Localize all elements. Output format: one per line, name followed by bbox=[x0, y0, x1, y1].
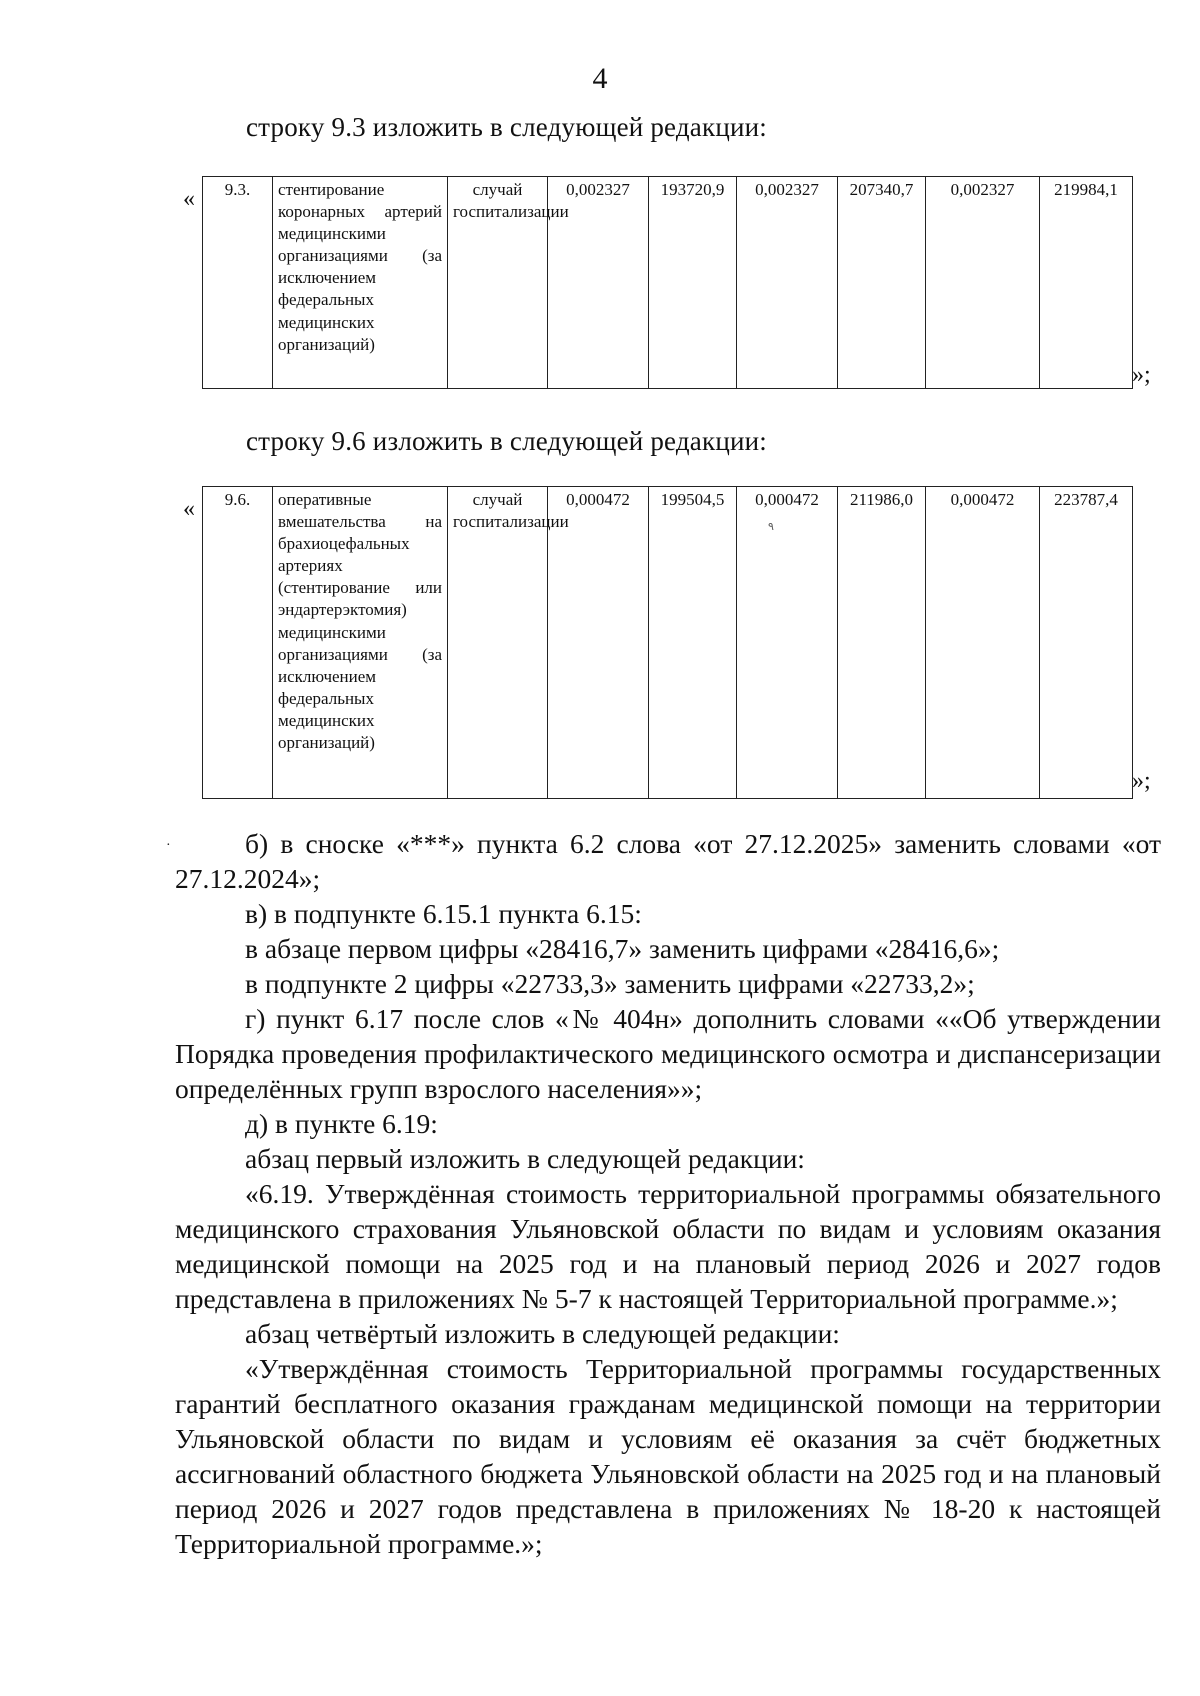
paragraph: «Утверждённая стоимость Территориальной программы государственных гарантий бесплатного оказания гражданам медицинской помощи на территории Ульяновской области по видам и условиям её оказания за счёт бюджетных ассигнований областного бюджета Ульяновской области на 2025 год и на плановый период 2026 и 2027 годов представлена в приложениях № 18-20 к настоящей Территориальной программе.»; bbox=[175, 1353, 1161, 1559]
quote-close-9-6: »; bbox=[1132, 768, 1151, 794]
value-cell: 0,000472 bbox=[737, 487, 838, 799]
intro-row-9-6: строку 9.6 изложить в следующей редакции: bbox=[246, 426, 767, 456]
row-unit: случай госпитализации bbox=[448, 487, 548, 799]
value-cell: 199504,5 bbox=[649, 487, 737, 799]
paragraph: в подпункте 2 цифры «22733,3» заменить цифрами «22733,2»; bbox=[245, 968, 975, 999]
quote-close-9-3: »; bbox=[1132, 362, 1151, 388]
paragraph: в) в подпункте 6.15.1 пункта 6.15: bbox=[245, 898, 642, 929]
quote-open-9-3: « bbox=[183, 186, 195, 212]
page-number: 4 bbox=[592, 62, 608, 95]
bullet-mark: · bbox=[166, 838, 171, 853]
paragraph: абзац четвёртый изложить в следующей редакции: bbox=[245, 1318, 840, 1349]
row-number: 9.6. bbox=[203, 487, 273, 799]
intro-row-9-3: строку 9.3 изложить в следующей редакции: bbox=[246, 112, 767, 142]
paragraph: в абзаце первом цифры «28416,7» заменить цифрами «28416,6»; bbox=[245, 933, 1000, 964]
row-number: 9.3. bbox=[203, 177, 273, 389]
value-cell: 193720,9 bbox=[649, 177, 737, 389]
value-cell: 223787,4 bbox=[1040, 487, 1133, 799]
value-cell: 0,000472 bbox=[548, 487, 649, 799]
value-cell: 0,002327 bbox=[548, 177, 649, 389]
row-name: оперативные вмешательства на брахиоцефальных артериях (стентирование или эндартерэктомия) медицинскими организациями (за исключением федеральных медицинских организаций) bbox=[273, 487, 448, 799]
row-name: стентирование коронарных артерий медицинскими организациями (за исключением федеральных медицинских организаций) bbox=[273, 177, 448, 389]
paragraph: г) пункт 6.17 после слов «№ 404н» дополнить словами ««Об утверждении Порядка проведения профилактического медицинского осмотра и диспансеризации определённых групп взрослого населения»»; bbox=[175, 1003, 1161, 1104]
row-unit: случай госпитализации bbox=[448, 177, 548, 389]
value-cell: 0,002327 bbox=[926, 177, 1040, 389]
paragraph: абзац первый изложить в следующей редакции: bbox=[245, 1143, 805, 1174]
value-cell: 219984,1 bbox=[1040, 177, 1133, 389]
paragraph: «6.19. Утверждённая стоимость территориальной программы обязательного медицинского страхования Ульяновской области по видам и условиям оказания медицинской помощи на 2025 год и на плановый период 2026 и 2027 годов представлена в приложениях № 5-7 к настоящей Территориальной программе.»; bbox=[175, 1178, 1161, 1314]
stray-mark: ٩ bbox=[768, 521, 774, 533]
table-row-9-6 bbox=[202, 486, 1133, 799]
value-cell: 207340,7 bbox=[838, 177, 926, 389]
paragraph: б) в сноске «***» пункта 6.2 слова «от 27.12.2025» заменить словами «от 27.12.2024»; bbox=[175, 828, 1161, 894]
value-cell: 211986,0 bbox=[838, 487, 926, 799]
table-row-9-3 bbox=[202, 176, 1133, 389]
body-text bbox=[175, 826, 1161, 1561]
paragraph: д) в пункте 6.19: bbox=[245, 1108, 438, 1139]
value-cell: 0,002327 bbox=[737, 177, 838, 389]
value-cell: 0,000472 bbox=[926, 487, 1040, 799]
quote-open-9-6: « bbox=[183, 496, 195, 522]
